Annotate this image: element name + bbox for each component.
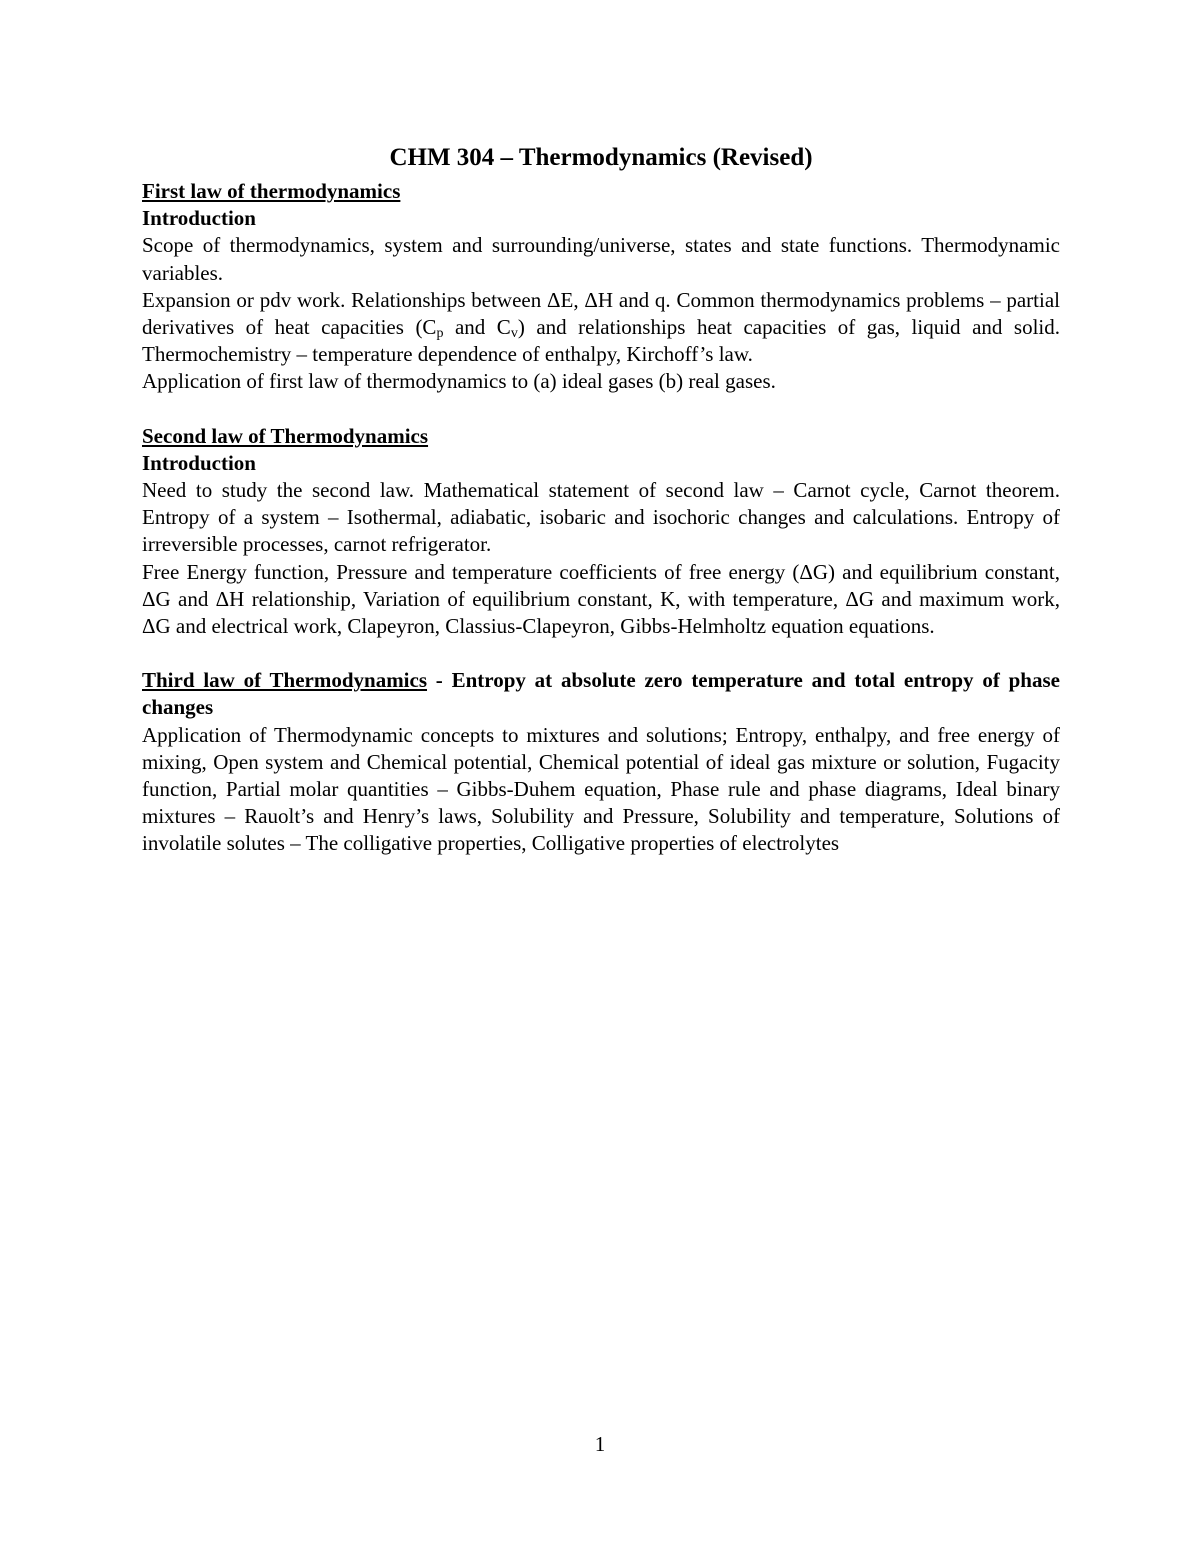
section-gap (142, 640, 1060, 667)
first-law-intro-label: Introduction (142, 206, 256, 231)
third-law-section (142, 667, 1060, 857)
cp-subscript: p (436, 326, 444, 342)
first-law-section (142, 178, 1060, 396)
first-law-paragraph-2 (142, 287, 1060, 369)
second-law-intro-label: Introduction (142, 450, 256, 475)
cv-subscript: v (510, 326, 518, 342)
page-number: 1 (594, 1432, 606, 1456)
first-law-paragraph-3: Application of first law of thermodynamics to (a) ideal gases (b) real gases. (142, 369, 776, 394)
first-law-paragraph-1: Scope of thermodynamics, system and surrounding/universe, states and state functions. Thermodynamic variables. (142, 233, 1060, 285)
first-law-paragraph-2-part-b: and C (443, 315, 511, 340)
third-law-separator: - (427, 668, 452, 693)
first-law-paragraph-2-part-c: ) and relationships heat capacities of gas, liquid and solid. Thermochemistry – temperature dependence of enthalpy, Kirchoff’s law. (142, 315, 1060, 367)
first-law-heading: First law of thermodynamics (142, 179, 401, 203)
second-law-section (142, 423, 1060, 641)
section-gap (142, 396, 1060, 423)
third-law-heading-line (142, 667, 1060, 721)
second-law-paragraph-1: Need to study the second law. Mathematical statement of second law – Carnot cycle, Carnot theorem. Entropy of a system – Isothermal, adiabatic, isobaric and isochoric changes and calculations. Entropy of irreversible processes, carnot refrigerator. (142, 478, 1060, 557)
third-law-heading: Third law of Thermodynamics (142, 668, 428, 693)
first-law-paragraph-2-part-a: Expansion or pdv work. Relationships between ΔE, ΔH and q. Common thermodynamics problems – partial derivatives of heat capacities (C (142, 287, 1060, 340)
second-law-heading: Second law of Thermodynamics (142, 423, 429, 448)
third-law-paragraph-1: Application of Thermodynamic concepts to mixtures and solutions; Entropy, enthalpy, and free energy of mixing, Open system and Chemical potential, Chemical potential of ideal gas mixture or solution, Fugacity function, Partial molar quantities – Gibbs-Duhem equation, Phase rule and phase diagrams, Ideal binary mixtures – Rauolt’s and Henry’s laws, Solubility and Pressure, Solubility and temperature, Solutions of involatile solutes – The colligative properties, Colligative properties of electrolytes (142, 722, 1060, 856)
third-law-subheading: Entropy at absolute zero temperature and total entropy of phase changes (142, 668, 1060, 720)
second-law-paragraph-2: Free Energy function, Pressure and temperature coefficients of free energy (ΔG) and equilibrium constant, ΔG and ΔH relationship, Variation of equilibrium constant, K, with temperature, ΔG and maximum work, ΔG and electrical work, Clapeyron, Classius-Clapeyron, Gibbs-Helmholtz equation equations. (142, 559, 1060, 639)
document-title: CHM 304 – Thermodynamics (Revised) (389, 144, 813, 171)
document-page (142, 140, 1060, 858)
